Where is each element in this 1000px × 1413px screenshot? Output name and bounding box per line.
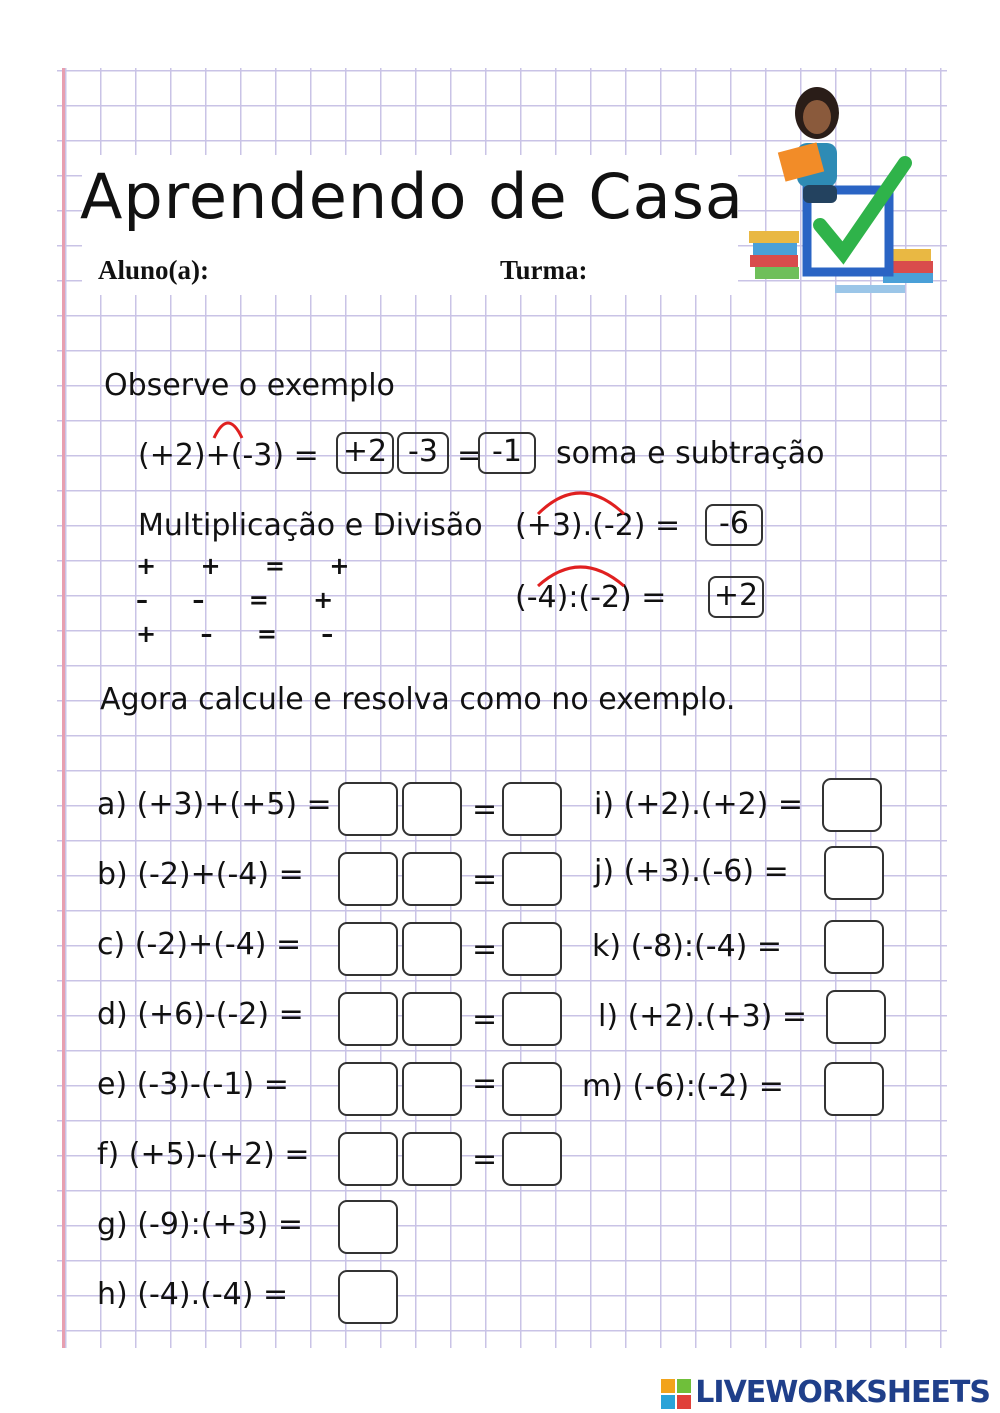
equals-sign: =	[472, 1142, 498, 1177]
teacher-illustration	[745, 85, 940, 300]
sum-expression: (+2)+(-3) =	[138, 438, 319, 473]
answer-f-box-1[interactable]	[338, 1132, 398, 1186]
answer-m-result[interactable]	[824, 1062, 884, 1116]
answer-d-box-2[interactable]	[402, 992, 462, 1046]
answer-g-result[interactable]	[338, 1200, 398, 1254]
exercise-d-label: d) (+6)-(-2) =	[97, 997, 304, 1032]
answer-c-result[interactable]	[502, 922, 562, 976]
equals-sign: =	[472, 862, 498, 897]
equals-sign: =	[472, 792, 498, 827]
mult-arc	[532, 482, 632, 518]
answer-f-result[interactable]	[502, 1132, 562, 1186]
class-label: Turma:	[500, 255, 588, 285]
exercise-m-label: m) (-6):(-2) =	[582, 1069, 784, 1104]
mult-result-box: -6	[705, 504, 763, 546]
mult-div-label: Multiplicação e Divisão	[138, 508, 483, 543]
example-sum-result-box: -1	[478, 432, 536, 474]
exercise-k-label: k) (-8):(-4) =	[592, 929, 783, 964]
div-result-box: +2	[708, 576, 764, 618]
exercise-i-label: i) (+2).(+2) =	[594, 787, 804, 822]
equals-sign: =	[472, 1066, 498, 1101]
exercise-a-label: a) (+3)+(+5) =	[97, 787, 332, 822]
answer-j-result[interactable]	[824, 846, 884, 900]
exercise-h-label: h) (-4).(-4) =	[97, 1277, 289, 1312]
sign-rule-1: + + = +	[136, 552, 368, 580]
example-sum-box-1: +2	[336, 432, 394, 474]
answer-a-box-1[interactable]	[338, 782, 398, 836]
brand-text: LIVEWORKSHEETS	[695, 1375, 990, 1410]
exercise-f-label: f) (+5)-(+2) =	[97, 1137, 310, 1172]
answer-e-result[interactable]	[502, 1062, 562, 1116]
answer-e-box-1[interactable]	[338, 1062, 398, 1116]
answer-l-result[interactable]	[826, 990, 886, 1044]
example-heading: Observe o exemplo	[104, 368, 395, 403]
mult-expression: (+3).(-2) =	[515, 508, 681, 543]
sign-rule-3: + – = –	[136, 620, 352, 648]
answer-b-box-1[interactable]	[338, 852, 398, 906]
exercise-b-label: b) (-2)+(-4) =	[97, 857, 304, 892]
answer-i-result[interactable]	[822, 778, 882, 832]
exercise-g-label: g) (-9):(+3) =	[97, 1207, 304, 1242]
exercise-e-label: e) (-3)-(-1) =	[97, 1067, 289, 1102]
answer-c-box-1[interactable]	[338, 922, 398, 976]
margin-line	[62, 68, 65, 1348]
student-label: Aluno(a):	[98, 255, 210, 285]
page-title: Aprendendo de Casa	[80, 160, 744, 233]
liveworksheets-brand	[661, 1375, 990, 1410]
sign-rule-2: – – = +	[136, 586, 352, 614]
example-sum-box-2: -3	[397, 432, 449, 474]
teacher-avatar-icon	[778, 87, 839, 203]
answer-a-box-2[interactable]	[402, 782, 462, 836]
books-left-icon	[749, 231, 799, 279]
div-expression: (-4):(-2) =	[515, 580, 667, 615]
answer-k-result[interactable]	[824, 920, 884, 974]
equals-sign: =	[472, 932, 498, 967]
liveworksheets-logo-icon	[661, 1379, 691, 1409]
instruction: Agora calcule e resolva como no exemplo.	[100, 682, 736, 717]
answer-b-result[interactable]	[502, 852, 562, 906]
answer-d-box-1[interactable]	[338, 992, 398, 1046]
sum-arc	[208, 412, 248, 442]
answer-b-box-2[interactable]	[402, 852, 462, 906]
answer-c-box-2[interactable]	[402, 922, 462, 976]
answer-e-box-2[interactable]	[402, 1062, 462, 1116]
sum-note: soma e subtração	[556, 436, 825, 471]
div-arc	[532, 556, 632, 590]
paper-sheets-icon	[835, 285, 905, 293]
answer-f-box-2[interactable]	[402, 1132, 462, 1186]
equals-sign: =	[472, 1002, 498, 1037]
answer-d-result[interactable]	[502, 992, 562, 1046]
answer-a-result[interactable]	[502, 782, 562, 836]
exercise-l-label: l) (+2).(+3) =	[598, 999, 808, 1034]
exercise-j-label: j) (+3).(-6) =	[594, 854, 789, 889]
exercise-c-label: c) (-2)+(-4) =	[97, 927, 302, 962]
answer-h-result[interactable]	[338, 1270, 398, 1324]
equals-sign: =	[457, 438, 483, 473]
